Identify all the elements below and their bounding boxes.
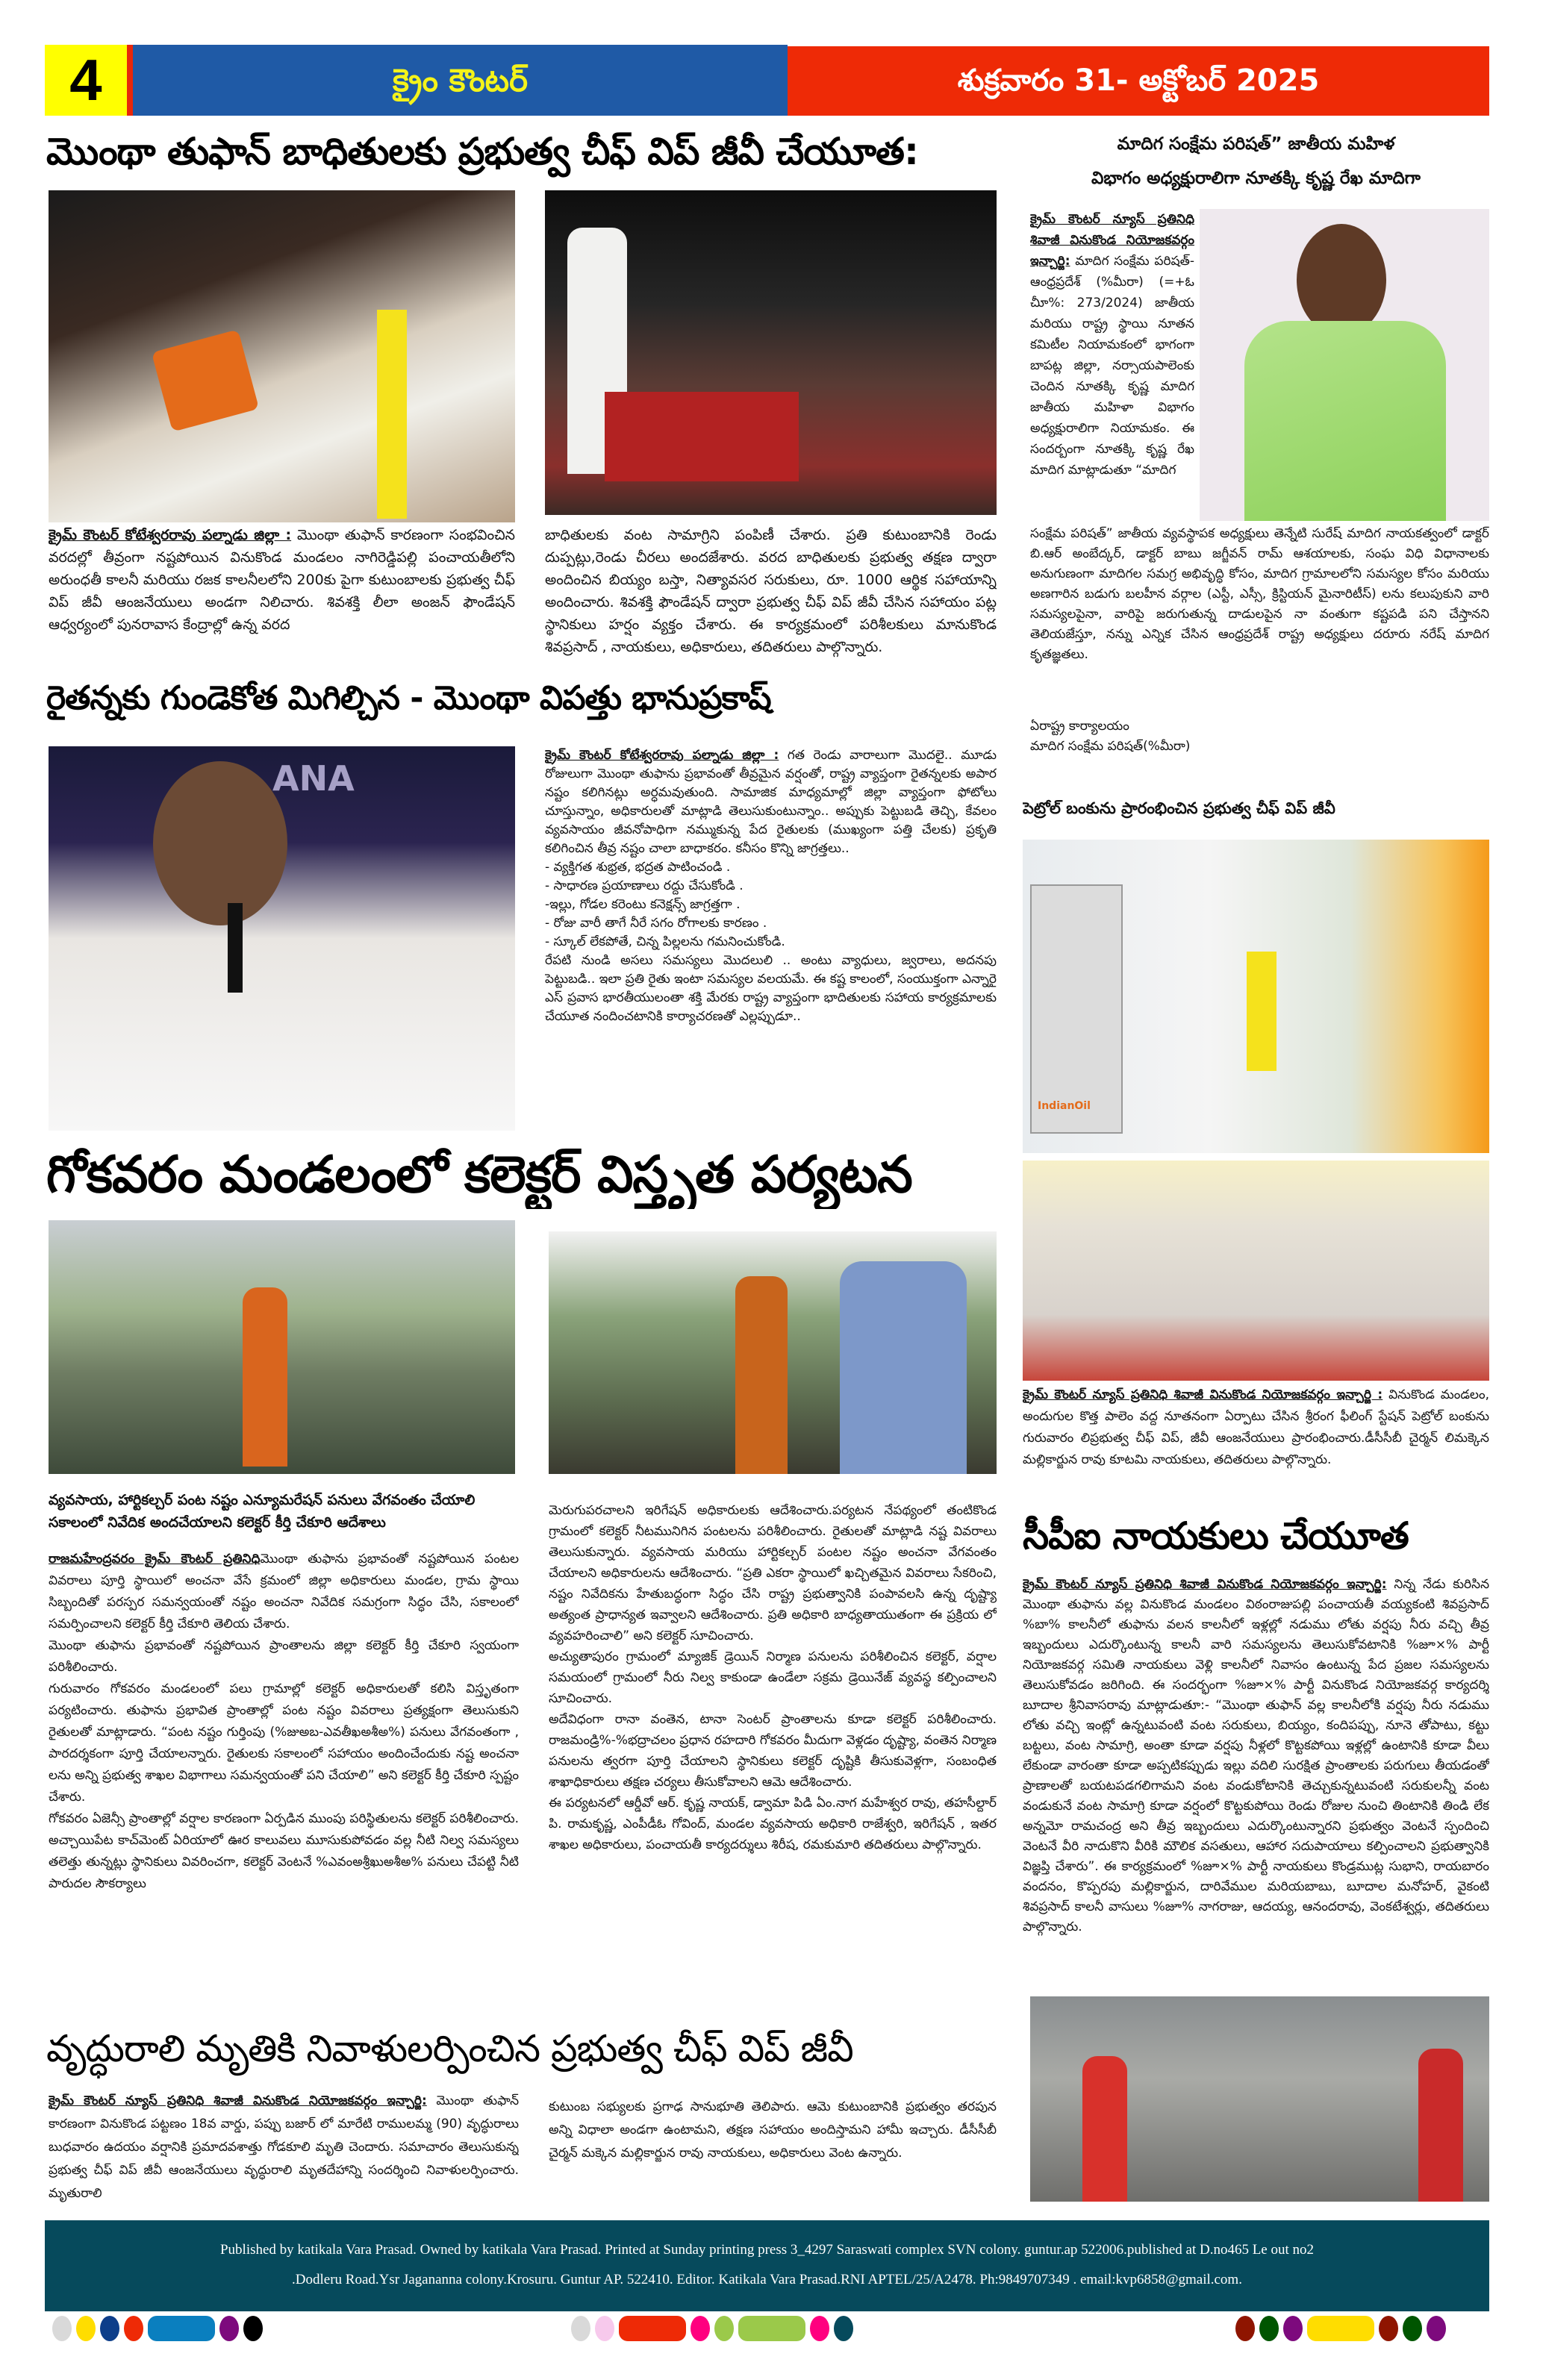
portrait-face	[1297, 224, 1386, 336]
registration-mark	[76, 2316, 96, 2341]
fuel-dispenser	[1030, 884, 1123, 1134]
registration-mark	[619, 2316, 686, 2341]
article-body: నిన్న నేడు కురిసిన మొంథా తుఫాను వల్ల వినుకొండ మండలం విఠంరాజుపల్లి పంచాయతీ వయ్యకంటి శివప్రసాద్ %బా% కాలనీలో తుఫాను వలన కాలనీలో ఇళ్లల్లో నడుము లోతు వర్షపు నీరు వచ్చి తీవ్ర ఇబ్బందులు ఎదుర్కొంటున్న కాలనీ వారి సమస్యలను తెలుసుకోవటానికి %జూ×% పార్టీ నియోజకవర్గ సమితి నాయకులు వెళ్లి కాలనీలో నివాసం ఉంటున్న పేద ప్రజల సమస్యలను తెలుసుకోవడం జరిగింది. ఈ సందర్భంగా %జూ×% పార్టీ వినుకొండ నియోజకవర్గ కార్యదర్శి బూదాల శ్రీనివాసరావు మాట్లాడుతూ:- “మొంథా తుఫాన్ వల్ల కాలనీలోకి వర్షపు నీరు నడుము లోతు వచ్చి ఇంట్లో ఉన్నటువంటి వంట సరుకులు, బియ్యం, కందిపప్పు, నూనె తోపాటు, కట్టు బట్టలు, వంట సామాగ్రి, అంతా కూడా వర్షపు నీళ్లలో కొట్టకపోయి ఇళ్లల్లో ఉంటానికి కూడా వీలు లేకుండా వారంతా కూడా అప్పటికప్పుడు ఇల్లు వదిలి సురక్షిత ప్రాంతాలకు పరుగులు తీయడంతో ప్రాణాలతో బయటపడగలిగామని వంట వండుకోటానికి తెచ్చుకున్నటువంటి సరుకులన్నీ వంట వండుకునే వంట సామాగ్రి కూడా వర్షంలో కొట్టకుపోయి రెండు రోజుల నుంచి తింటానికి తిండి లేక అన్నమో రామచంద్ర అని తీవ్ర ఇబ్బందులు ఎదుర్కొంటున్నారని ప్రభుత్వం వెంటనే స్పందించి వెంటనే వీరి నాదుకొని వీరికి మౌలిక వసతులు, ఆహార సదుపాయాలు కల్పించాలని ప్రభుత్వానికి విజ్ఞప్తి చేశారు”. ఈ కార్యక్రమంలో %జూ×% పార్టీ నాయకులు కొండ్రముట్ల సుభాని, రాయబారం వందనం, కొప్పరపు మల్లికార్జున, దారివేముల మరియబాబు, బూదాల మనోహర్, వైకంటి శివప్రసాద్ కాలనీ వాసులు %జూ% నాగరాజు, ఆదయ్య, ఆనందరావు, వెంకటేశ్వర్లు, తదితరులు పాల్గొన్నారు.	[1023, 1577, 1489, 1934]
headline-collector-tour: గోకవరం మండలంలో కలెక్టర్ విస్తృత పర్యటన	[46, 1146, 912, 1205]
photo-collector-visit-2	[549, 1231, 997, 1474]
newspaper-name: క్రైం కౌంటర్	[133, 45, 788, 116]
imprint-footer	[45, 2220, 1489, 2311]
headline-elderly-tribute: వృద్ధురాలి మృతికి నివాళులర్పించిన ప్రభుత్వ చీఫ్ విప్ జీవీ	[46, 2027, 853, 2070]
speaker-face	[153, 761, 287, 925]
issue-date: శుక్రవారం 31- అక్టోబర్ 2025	[788, 46, 1489, 116]
photo-petrol-inauguration	[1023, 840, 1489, 1153]
headline-cyclone-relief: మొంథా తుఫాన్ బాధితులకు ప్రభుత్వ చీఫ్ విప్ జీవీ చేయూత:	[46, 130, 918, 173]
yellow-scarf-graphic	[1247, 952, 1277, 1071]
subheading-collector	[49, 1489, 526, 1534]
article-cyclone-right: బాధితులకు వంట సామాగ్రిని పంపిణీ చేశారు. ప్రతి కుటుంబానికి రెండు దుప్పట్లు,రెండు చీరలు అందజేశారు. వరద బాధితులకు ప్రభుత్వ తక్షణ ద్వారా అందించిన బియ్యం బస్తా, నిత్యావసర సరుకులు, రూ. 1000 ఆర్థిక సహాయాన్ని అందించారు. శివశక్తి ఫౌండేషన్ ద్వారా ప్రభుత్వ చీఫ్ విప్ జీవీ చేసిన సహాయం పట్ల స్థానికులు హర్షం వ్యక్తం చేశారు. ఈ కార్యక్రమంలో పరిశీలకులు మానుకొండ శివప్రసాద్ , నాయకులు, అధికారులు, తదితరులు పాల్గొన్నారు.	[545, 527, 997, 655]
registration-mark	[714, 2316, 734, 2341]
person-figure	[1082, 2056, 1127, 2202]
imprint-line: .Dodleru Road.Ysr Jagananna colony.Krosuru. Guntur AP. 522410. Editor. Katikala Vara Prasad.RNI APTEL/25/A2478. Ph:9849707349 . email:kvp6858@gmail.com.	[292, 2272, 1242, 2287]
relief-bag-graphic	[152, 329, 259, 431]
article-cpi	[1023, 1575, 1489, 1981]
article-madiga-top	[1030, 209, 1194, 522]
registration-marks-right	[1235, 2316, 1446, 2341]
registration-mark	[738, 2316, 805, 2341]
byline: క్రైమ్ కౌంటర్ న్యూస్ ప్రతినిధి శివాజీ వినుకొండ నియోజకవర్గం ఇన్చార్జి:	[1023, 1577, 1387, 1592]
tip-item: -ఇల్లు, గోడల కరెంటు కనెక్షన్స్ జాగ్రత్తగా .	[545, 897, 741, 912]
registration-mark	[1379, 2316, 1398, 2341]
registration-mark	[219, 2316, 239, 2341]
signature-line: ఏరాష్ట్ర కార్యాలయం	[1030, 719, 1129, 734]
photo-petrol-group	[1023, 1161, 1489, 1381]
article-farmers	[545, 746, 997, 1138]
banner-text: ANA	[272, 758, 355, 799]
microphone-icon	[228, 903, 243, 993]
tip-item: - సాధారణ ప్రయాణాలు రద్దు చేసుకోండి .	[545, 878, 744, 893]
signature-line: మాదిగ సంక్షేమ పరిషత్(%మీరా)	[1030, 739, 1191, 754]
article-intro: గత రెండు వారాలుగా మొదలై.. మూడు రోజులుగా మొంథా తుఫాను ప్రభావంతో తీవ్రమైన వర్షంతో, రాష్ట్ర వ్యాప్తంగా రైతన్నలకు అపార నష్టం కలిగినట్లు అర్ధమవుతుంది. సామాజిక మాధ్యమాల్లో జిల్లా వ్యాప్తంగా ఫోటోలు చూస్తున్నాం, అధికారులతో మాట్లాడి తెలుసుకుంటున్నాం.. అప్పుకు పెట్టుబడి తెచ్చి, కేవలం వ్యవసాయం జీవనోపాధిగా నమ్ముకున్న పేద రైతులకు (ముఖ్యంగా పత్తి చేలకు) ప్రకృతి కలిగించిన తీవ్ర నష్టం చాలా బాధాకరం. కనీసం కొన్ని జాగ్రత్తలు..	[545, 748, 997, 856]
headline-line: మాదిగ సంక్షేమ పరిషత్” జాతీయ మహిళ	[1117, 134, 1395, 154]
article-body: మాదిగ సంక్షేమ పరిషత్- ఆంధ్రప్రదేశ్ (%మీరా) (=+ఓ చీూ%: 273/2024) జాతీయ మరియు రాష్ట్ర స్థాయి నూతన కమిటీల నియామకంలో భాగంగా బాపట్ల జిల్లా, నర్సాయపాలెంకు చెందిన నూతక్కి కృష్ణ మాదిగ జాతీయ మహిళా విభాగం అధ్యక్షురాలిగా నియామకం. ఈ సందర్బంగా నూతక్కి కృష్ణ రేఖ మాదిగ మాట్లాడుతూ “మాదిగ	[1030, 254, 1194, 478]
registration-marks-left	[52, 2316, 263, 2341]
paragraph: గోకవరం ఏజెన్సీ ప్రాంతాల్లో వర్షాల కారణంగా ఏర్పడిన ముంపు పరిస్థితులను కలెక్టర్ పరిశీలించారు. అచ్చాయిపేట కాచ్‌మెంట్ ఏరియాలో ఊర కాలువలు మూసుకుపోవడం వల్ల నీటి నిల్వ సమస్యలు తలెత్తు తున్నట్లు స్థానికులు వివరించగా, కలెక్టర్ వెంటనే %ఎవంఅశ్రీఖుఅశీఅ% పనులు చేపట్టి నీటి పారుదల సౌకర్యాలు	[49, 1811, 519, 1891]
article-outro: రేపటి నుండి అసలు సమస్యలు మొదలులి .. అంటు వ్యాధులు, జ్వరాలు, అదనపు పెట్టుబడి.. ఇలా ప్రతి రైతు ఇంటా సమస్యల వలయమే. ఈ కష్ట కాలంలో, సంయుక్తంగా ఎన్నారై ఎస్ ప్రవాస భారతీయులంతా శక్తి మేరకు రాష్ట్ర వ్యాప్తంగా భాదితులకు సహాయ కార్యక్రమాలకు చేయూత నందించటానికి కార్యాచరణతో ఎల్లప్పుడూ..	[545, 953, 997, 1024]
registration-mark	[1427, 2316, 1446, 2341]
paragraph: మొంథా తుఫాను ప్రభావంతో నష్టపోయిన పంటల వివరాలు పూర్తి స్థాయిలో అంచనా వేసే క్రమంలో జిల్లా అధికారులు మండల, గ్రామ స్థాయి సిబ్బందితో పరస్పర సమన్వయంతో నష్టం అంచనా నివేదిక సమగ్రంగా సిద్ధం చేసి, సకాలంలో సమర్పించాలని కలెక్టర్ కీర్తి చేకూరి తెలియ చేశారు.	[49, 1552, 519, 1631]
article-tribute-right: కుటుంబ సభ్యులకు ప్రగాఢ సానుభూతి తెలిపారు. ఆమె కుటుంబానికి ప్రభుత్వం తరపున అన్ని విధాలా అండగా ఉంటామని, తక్షణ సహాయం అందిస్తామని హామీ ఇచ్చారు. డీసీసీబీ చైర్మన్ మక్కెన మల్లికార్జున రావు నాయకులు, అధికారులు వెంట ఉన్నారు.	[549, 2099, 997, 2161]
photo-krishna-rekha	[1200, 209, 1489, 521]
byline: రాజమహేంద్రవరం క్రైమ్ కౌంటర్ ప్రతినిధి	[49, 1552, 261, 1567]
collector-figure	[735, 1276, 788, 1474]
headline-farmers-loss: రైతన్నకు గుండెకోత మిగిల్చిన - మొంథా విపత్తు భానుప్రకాష్	[46, 679, 771, 717]
photo-relief-distribution	[49, 190, 515, 522]
byline: క్రైమ్ కౌంటర్ న్యూస్ ప్రతినిధి శివాజీ వినుకొండ నియోజకవర్గం ఇన్చార్జి:	[1030, 212, 1194, 269]
byline: క్రైమ్ కౌంటర్ న్యూస్ ప్రతినిధి శివాజీ వినుకొండ నియోజకవర్గం ఇన్చార్జి :	[1023, 1387, 1383, 1402]
official-figure	[840, 1261, 967, 1474]
paragraph: మెరుగుపరచాలని ఇరిగేషన్ అధికారులకు ఆదేశించారు.పర్యటన నేపథ్యంలో తంటికొండ గ్రామంలో కలెక్టర్ నీటమునిగిన పంటలను పరిశీలించారు. రైతులతో మాట్లాడి నష్ట వివరాలు తెలుసుకున్నారు. వ్యవసాయ మరియు హార్టికల్చర్ పంటల నష్టం అంచనా వేగవంతం చేయాలని అధికారులను ఆదేశించారు. “ప్రతి ఎకరా స్థాయిలో ఖచ్చితమైన వివరాలు సేకరించి, నష్టం నివేదికను హేతుబద్ధంగా సిద్ధం చేసి రాష్ట్ర ప్రభుత్వానికి పంపావలసి ఉన్న దృష్ట్యా అత్యంత ప్రాధాన్యత ఇవ్వాలని ఆదేశించారు. ప్రతి అధికారి బాధ్యతాయుతంగా ఈ ప్రక్రియ లో వ్యవహరించాలి” అని కలెక్టర్ సూచించారు.	[549, 1503, 997, 1643]
person-figure	[1418, 2049, 1463, 2202]
registration-mark	[243, 2316, 263, 2341]
tip-item: - స్కూల్ లేకపోతే, చిన్న పిల్లలను గమనించుకోండి.	[545, 934, 785, 949]
pump-brand-label: IndianOil	[1038, 1100, 1091, 1112]
article-body: వినుకొండ మండలం, అందుగుల కొత్త పాలెం వద్ద నూతనంగా ఏర్పాటు చేసిన శ్రీరంగ ఫీలింగ్ స్టేషన్ పెట్రోల్ బంకును గురువారం లిప్రభుత్వ చీఫ్ విప్, జీవీ ఆంజనేయులు ప్రారంభించారు.డీసీసీబీ చైర్మన్ లిమక్కెన మల్లికార్జున రావు కూటమి నాయకులు, తదితరులు పాల్గొన్నారు.	[1023, 1387, 1489, 1467]
headline-line: విభాగం అధ్యక్షురాలిగా నూతక్కి కృష్ణ రేఖ మాదిగా	[1091, 169, 1421, 188]
tip-item: - రోజు వారీ తాగే నీరే సగం రోగాలకు కారణం .	[545, 916, 767, 931]
registration-mark	[1307, 2316, 1374, 2341]
headline-cpi-help: సీపీఐ నాయకులు చేయూత	[1023, 1514, 1409, 1558]
collector-figure	[243, 1287, 287, 1467]
registration-mark	[52, 2316, 72, 2341]
photo-bhanuprakash-speaking	[49, 746, 515, 1131]
imprint-line: Published by katikala Vara Prasad. Owned by katikala Vara Prasad. Printed at Sunday printing press 3_4297 Saraswati complex SVN colony. guntur.ap 522006.published at D.no465 Le out no2	[219, 2242, 1315, 2258]
paragraph: ఈ పర్యటనలో ఆర్డీవో ఆర్. కృష్ణ నాయక్, డ్వామా పిడి ఏం.నాగ మహేశ్వర రావు, తహసీల్దార్ పి. రామకృష్ణ, ఎంపీడీఓ గోవింద్, మండల వ్యవసాయ అధికారి రాజేశ్వరి, ఇరిగేషన్ , ఇతర శాఖల అధికారులు, పంచాయతీ కార్యదర్శులు శిరీష, రమకుమారి తదితరులు పాల్గొన్నారు.	[549, 1796, 997, 1852]
portrait-saree	[1244, 321, 1446, 521]
registration-mark	[1235, 2316, 1255, 2341]
article-petrol	[1023, 1384, 1489, 1504]
table-cloth-graphic	[605, 392, 799, 481]
article-collector-left	[49, 1549, 519, 2008]
article-cyclone-left	[49, 524, 515, 666]
article-tribute-left	[49, 2090, 519, 2209]
tip-item: - వ్యక్తిగత శుభ్రత, భద్రత పాటించండి .	[545, 860, 731, 875]
photo-cpi-visit	[1030, 1996, 1489, 2202]
registration-mark	[148, 2316, 215, 2341]
registration-mark	[810, 2316, 829, 2341]
registration-mark	[595, 2316, 614, 2341]
byline: క్రైమ్ కౌంటర్ కోటేశ్వరరావు పల్నాడు జిల్లా :	[49, 527, 292, 543]
article-collector-right	[549, 1500, 997, 1993]
registration-mark	[124, 2316, 143, 2341]
yellow-scarf-graphic	[377, 310, 407, 519]
page-number: 4	[45, 45, 133, 116]
headline-madiga-appointment	[1023, 127, 1489, 196]
paragraph: గురువారం గోకవరం మండలంలో పలు గ్రామాల్లో కలెక్టర్ అధికారులతో కలిసి విస్తృతంగా పర్యటించారు. తుఫాను ప్రభావిత ప్రాంతాల్లో పంట నష్టం వివరాలు ప్రత్యక్షంగా తెలుసుకుని రైతులతో మాట్లాడారు. “పంట నష్టం గుర్తింపు (%జుఅబ-ఎవతీఖఅశీఅ%) పనులు వేగవంతంగా , పారదర్శకంగా పూర్తి చేయాలన్నారు. రైతులకు సకాలంలో సహాయం అందించేందుకు నష్ట అంచనా లను అన్ని ప్రభుత్వ శాఖల విభాగాలు సమన్వయంతో పని చేయాలి” అని కలెక్టర్ కీర్తి చేకూరి స్పష్టం చేశారు.	[49, 1681, 519, 1805]
article-madiga-signature	[1030, 716, 1489, 757]
byline: క్రైమ్ కౌంటర్ కోటేశ్వరరావు పల్నాడు జిల్లా :	[545, 748, 779, 763]
paragraph: మొంథా తుఫాను ప్రభావంతో నష్టపోయిన ప్రాంతాలను జిల్లా కలెక్టర్ కీర్తి చేకూరి స్వయంగా పరిశీలించారు.	[49, 1638, 519, 1675]
registration-mark	[691, 2316, 710, 2341]
registration-mark	[1283, 2316, 1303, 2341]
registration-mark	[571, 2316, 590, 2341]
byline: క్రైమ్ కౌంటర్ న్యూస్ ప్రతినిధి శివాజీ వినుకొండ నియోజకవర్గం ఇన్చార్జి:	[49, 2093, 427, 2108]
registration-mark	[1259, 2316, 1279, 2341]
paragraph: అచ్యుతాపురం గ్రామంలో మ్యాజిక్ డ్రెయిన్ నిర్మాణ పనులను పరిశీలించిన కలెక్టర్, వర్షాల సమయంలో గ్రామంలో నీరు నిల్వ కాకుండా ఉండేలా సక్రమ డ్రెయినేజ్ వ్యవస్థ కల్పించాలని సూచించారు.	[549, 1649, 997, 1706]
registration-mark	[100, 2316, 119, 2341]
article-body: మొంథా తుఫాన్ కారణంగా సంభవించిన వరదల్లో తీవ్రంగా నష్టపోయిన వినుకొండ మండలం నాగిరెడ్డిపల్లి పంచాయతీలోని అరుంధతీ కాలనీ మరియు రజక కాలనీలలోని 200కు పైగా కుటుంబాలకు ప్రభుత్వ చీఫ్ విప్ జీవీ ఆంజనేయులు అండగా నిలిచారు. శివశక్తి లీలా అంజన్ ఫౌండేషన్ ఆధ్వర్యంలో పునరావాస కేంద్రాల్లో ఉన్న వరద	[49, 527, 515, 633]
photo-collector-visit-1	[49, 1220, 515, 1474]
subheading-line: వ్యవసాయ, హార్టికల్చర్ పంట నష్టం ఎన్యూమరేషన్ పనులు వేగవంతం చేయాలి	[49, 1492, 476, 1508]
registration-mark	[1403, 2316, 1422, 2341]
subheading-line: సకాలంలో నివేదిక అందచేయాలని కలెక్టర్ కీర్తి చేకూరి ఆదేశాలు	[49, 1514, 386, 1531]
registration-mark	[834, 2316, 853, 2341]
article-madiga-bottom: సంక్షేమ పరిషత్” జాతీయ వ్యవస్థాపక అధ్యక్షులు తెన్నేటి సురేష్ మాదిగ నాయకత్వంలో డాక్టర్ బి.ఆర్ అంబేద్కర్, డాక్టర్ బాబు జగ్జీవన్ రామ్ ఆశయాలకు, సంఘ విధి విధానాలకు అనుగుణంగా మాదిగల సమగ్ర అభివృద్ధి కోసం, మాదిగ గ్రామాలలోని సమస్యల కోసం మరియు అణగారిన బడుగు బలహీన వర్గాల (ఎస్టీ, ఎస్సీ, క్రిస్టియన్ మైనారిటీస్) లను కలుపుకుని వారి సమస్యలపైనా, వారిపై జరుగుతున్న దాడులపైన నా వంతుగా కష్టపడి పని చేస్తానని తెలియజేస్తూ, నన్ను ఎన్నిక చేసిన ఆంధ్రప్రదేశ్ రాష్ట్ర అధ్యక్షులు దరూరు నరేష్ మాదిగ కృతజ్ఞతలు.	[1030, 526, 1489, 662]
photo-relief-gathering	[545, 190, 997, 515]
article-body: మొంథా తుఫాన్ కారణంగా వినుకొండ పట్టణం 18వ వార్డు, పప్పు బజార్ లో మారేటి రాములమ్మ (90) వృద్ధురాలు బుధవారం ఉదయం వర్షానికి ప్రమాదవశాత్తు గోడకూలి మృతి చెందారు. సమాచారం తెలుసుకున్న ప్రభుత్వ చీఫ్ విప్ జీవీ ఆంజనేయులు వృద్ధురాలి మృతదేహాన్ని సందర్శించి నివాళులర్పించారు. మృతురాలి	[49, 2093, 519, 2201]
headline-petrol-bunk: పెట్రోల్ బంకును ప్రారంభించిన ప్రభుత్వ చీఫ్ విప్ జీవీ	[1023, 799, 1335, 817]
registration-marks-center	[571, 2316, 853, 2341]
paragraph: అదేవిధంగా రానా వంతెన, టానా సెంటర్ ప్రాంతాలను కూడా కలెక్టర్ పరిశీలించారు. రాజమండ్రి%-%భద్రాచలం ప్రధాన రహదారి గోకవరం మీదుగా వెళ్లడం దృష్ట్యా, వంతెన నిర్మాణ పనులను త్వరగా పూర్తి చేయాలని స్థానికులు కలెక్టర్ దృష్టికి తీసుకువెళ్లగా, సంబంధిత శాఖాధికారులు తక్షణ చర్యలు తీసుకోవాలని ఆమె ఆదేశించారు.	[549, 1712, 997, 1790]
